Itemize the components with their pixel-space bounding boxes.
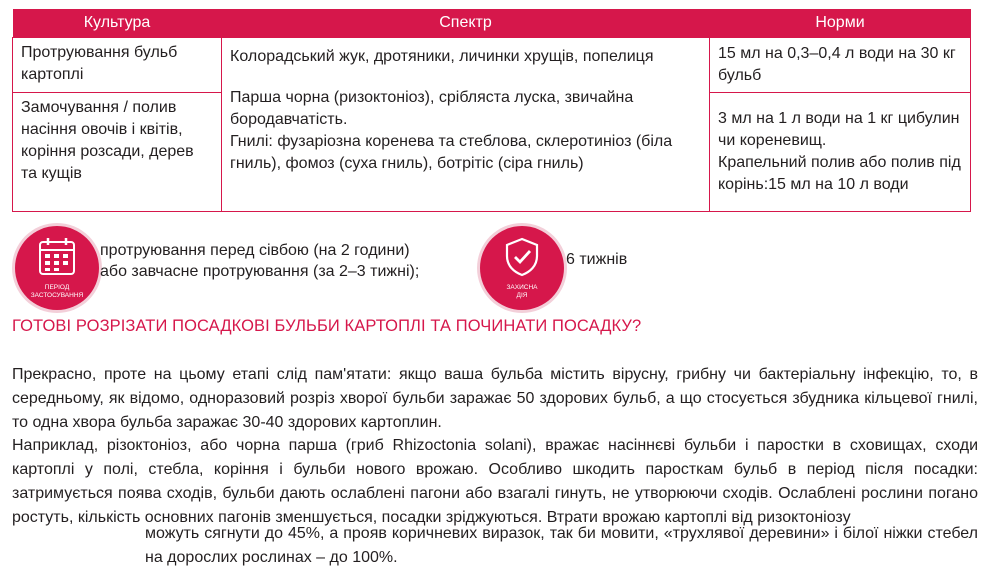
culture-cell: Замочування / полив насіння овочів і квітів, коріння розсади, дерев та кущів <box>13 93 222 212</box>
period-text: протруювання перед сівбою (на 2 години) або завчасне протруювання (за 2–3 тижні); <box>100 242 420 280</box>
table-header-row <box>13 9 971 38</box>
header-norms: Норми <box>710 9 971 38</box>
period-badge <box>15 226 99 310</box>
product-table <box>12 9 971 212</box>
norms-cell: 15 мл на 0,3–0,4 л води на 30 кг бульб <box>710 38 971 93</box>
spectrum-row2-line2: Гнилі: фузаріозна коренева та стеблова, склеротиніоз (біла гниль), фомоз (суха гниль), ботрітіс (сіра гниль) <box>230 133 673 172</box>
article-paragraph-2: Наприклад, різоктоніоз, або чорна парша (гриб Rhizoctonia solani), вражає насіннєві бульби і паростки в сховищах, сходи картоплі у полі, стебла, коріння і бульби нового врожаю. Особливо шкодить паросткам бульб в період після посадки: затримується поява сходів, бульби дають ослаблені пагони або взагалі гинуть, не утворюючи сходів. Ослаблені рослини погано ростуть, кількість основних пагонів зменшується, посадки зріджуються. Втрати врожаю картоплі від ризоктоніозу <box>12 437 978 526</box>
header-spectrum: Спектр <box>222 9 710 38</box>
culture-cell: Протруювання бульб картоплі <box>13 38 222 93</box>
table-row <box>13 38 971 93</box>
period-badge-label: ПЕРІОД ЗАСТОСУВАННЯ <box>30 284 84 299</box>
protection-badge <box>480 226 564 310</box>
article-paragraph-2-end: можуть сягнути до 45%, а прояв коричневих виразок, так би мовити, «трухлявої деревини» і білої ніжки стебел на дорослих рослинах – до 100%. <box>145 525 978 566</box>
protection-text: 6 тижнів <box>566 251 628 268</box>
shield-check-icon <box>502 236 542 278</box>
spectrum-cell <box>222 38 710 212</box>
protection-badge-label: ЗАХИСНА ДІЯ <box>506 284 538 299</box>
norms-line2: Крапельний полив або полив під корінь:15 мл на 10 л води <box>718 154 961 193</box>
norms-cell <box>710 93 971 212</box>
header-culture: Культура <box>13 9 222 38</box>
spectrum-row2-line1: Парша чорна (ризоктоніоз), срібляста луска, звичайна бородавчатість. <box>230 89 634 128</box>
article-paragraph-1: Прекрасно, проте на цьому етапі слід пам'ятати: якщо ваша бульба містить вірусну, грибну чи бактеріальну інфекцію, то, в середньому, як відомо, одноразовий розріз хворої бульби заражає 50 здорових бульб, а що стосується збудника кільцевої гнилі, то одна хвора бульба заражає 30-40 здорових картоплин. <box>12 366 978 431</box>
norms-line1: 3 мл на 1 л води на 1 кг цибулин чи кореневищ. <box>718 110 960 149</box>
spectrum-row1: Колорадський жук, дротяники, личинки хрущів, попелиця <box>230 48 654 65</box>
article-heading: ГОТОВІ РОЗРІЗАТИ ПОСАДКОВІ БУЛЬБИ КАРТОПЛІ ТА ПОЧИНАТИ ПОСАДКУ? <box>12 317 642 335</box>
calendar-icon <box>37 236 77 278</box>
